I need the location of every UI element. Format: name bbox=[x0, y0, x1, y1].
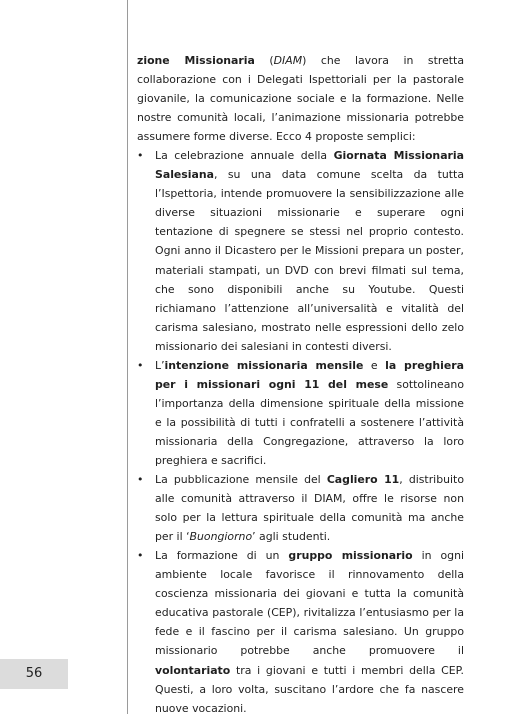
bullet-icon: • bbox=[137, 358, 144, 372]
intro-paragraph: zione Missionaria (DIAM) che lavora in stretta collaborazione con i Delegati Ispettoriali per la pastorale giovanile, la comunicazione sociale e la formazione. Nelle nostre comunità locali, l’animazione missionaria potrebbe assumere forme diverse. Ecco 4 proposte semplici: bbox=[137, 54, 465, 144]
intro-acronym: DIAM bbox=[273, 54, 303, 67]
bullet-icon: • bbox=[137, 473, 144, 487]
page-number: 56 bbox=[25, 666, 43, 681]
list-item: • La celebrazione annuale della Giornata Missionaria Salesiana, su una data comune scelta da tutta l’Ispettoria, intende promuovere la sensibilizzazione alle diverse situazioni missionarie e superare ogni tentazione di spegnere se stessi nel proprio contesto. Ogni anno il Dicastero per le Missioni prepara un poster, materiali stampati, un DVD con brevi filmati sul tema, che sono disponibili anche su Youtube. Questi richiamano l’attenzione all’universalità e vitalità del carisma salesiano, mostrato nelle espressioni dello zelo missionario dei salesiani in contesti diversi. bbox=[137, 146, 464, 356]
list-item: • La formazione di un gruppo missionario in ogni ambiente locale favorisce il rinnovamento della coscienza missionaria dei giovani e tutta la comunità educativa pastorale (CEP), rivitalizza l’entusiasmo per la fede e il fascino per il carisma salesiano. Un gruppo missionario potrebbe anche promuovere il volontariato tra i giovani e tutti i membri della CEP. Questi, a loro volta, suscitano l’ardore che fa nascere nuove vocazioni. bbox=[137, 546, 464, 717]
bullet-icon: • bbox=[137, 149, 144, 163]
intro-bold-term: zione Missionaria bbox=[137, 54, 255, 67]
margin-divider-line bbox=[127, 0, 128, 714]
bullet-icon: • bbox=[137, 549, 144, 563]
body-text bbox=[137, 51, 464, 718]
list-item: • L’intenzione missionaria mensile e la preghiera per i missionari ogni 11 del mese sottolineano l’importanza della dimensione spirituale della missione e la possibilità di tutti i confratelli a sostenere l’attività missionaria della Congregazione, attraverso la loro preghiera e sacrifici. bbox=[137, 356, 464, 470]
list-item: • La pubblicazione mensile del Cagliero 11, distribuito alle comunità attraverso il DIAM, offre le risorse non solo per la lettura spirituale della comunità ma anche per il ‘Buongiorno’ agli studenti. bbox=[137, 470, 464, 546]
proposals-list bbox=[137, 146, 464, 717]
